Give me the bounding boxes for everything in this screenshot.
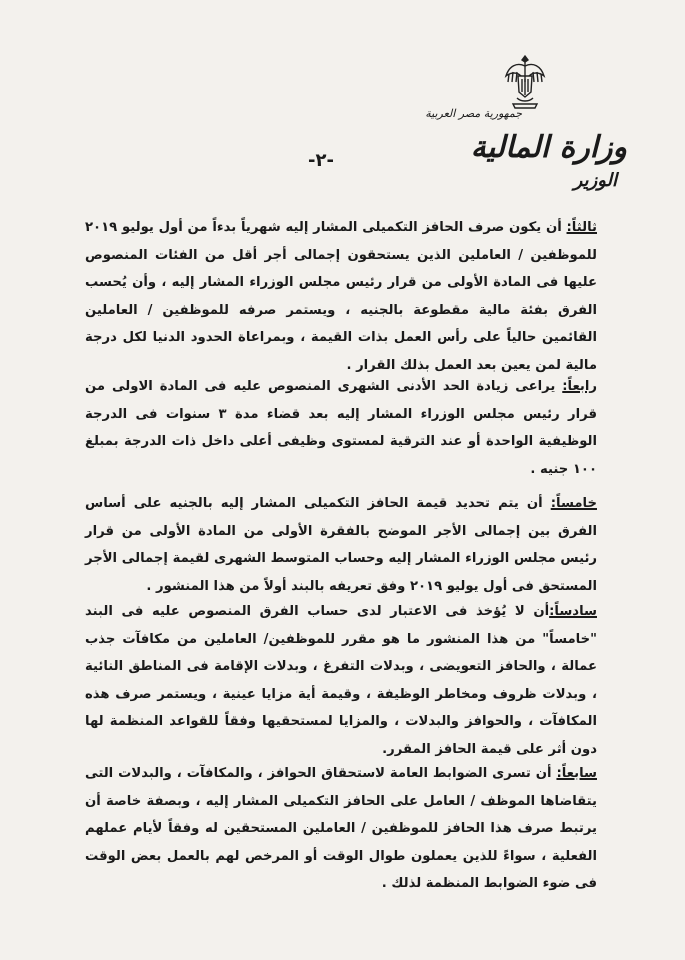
section-text: أن يكون صرف الحافز التكميلى المشار إليه شهرياً بدءاً من أول يوليو ٢٠١٩ للموظفين / العاملين الذين يستحقون إجمالى أجر أقل من الفئات المنصوص عليها فى المادة الأولى من قرار رئيس مجلس الوزراء المشار إليه ، وأن يُحسب الفرق بفئة مالية مقطوعة بالجنيه ، ويستمر صرفه للموظفين / العاملين القائمين حالياً على رأس العمل بذات القيمة ، وبمراعاة الحدود الدنيا لكل درجة مالية لمن يعين بعد العمل بذلك القرار .	[85, 220, 597, 373]
eagle-emblem-icon	[503, 52, 547, 114]
section-fifth	[85, 490, 597, 600]
section-text: يراعى زيادة الحد الأدنى الشهرى المنصوص عليه فى المادة الاولى من قرار رئيس مجلس الوزراء المشار إليه بعد قضاء مدة ٣ سنوات فى الدرجة الوظيفية الواحدة أو عند الترقية لمستوى وظيفى أعلى داخل ذات الدرجة بمبلغ ١٠٠ جنيه .	[85, 379, 597, 477]
section-third	[85, 214, 597, 379]
section-text: أن تسرى الضوابط العامة لاستحقاق الحوافز ، والمكافآت ، والبدلات التى يتقاضاها الموظف / العامل على الحافز التكميلى المشار إليه ، وبصفة خاصة أن يرتبط صرف هذا الحافز للموظفين / العاملين المستحقين له وفقاً لأيام عملهم الفعلية ، سواءً للذين يعملون طوال الوقت أو المرخص لهم بالعمل بعض الوقت فى ضوء الضوابط المنظمة لذلك .	[85, 766, 597, 891]
section-label: رابعاً:	[562, 379, 597, 394]
ministry-title: وزارة المالية	[470, 130, 627, 165]
page-number: -٢-	[308, 150, 334, 171]
section-label: خامساً:	[550, 496, 597, 511]
section-fourth	[85, 373, 597, 483]
section-label: سابعاً:	[556, 766, 597, 781]
republic-label: جمهورية مصر العربية	[425, 107, 522, 120]
letterhead	[425, 52, 627, 197]
section-text: أن لا يُؤخذ فى الاعتبار لدى حساب الفرق المنصوص عليه فى البند "خامساً" من هذا المنشور ما هو مقرر للموظفين/ العاملين من مكافآت جذب عمالة ، والحافز التعويضى ، وبدلات التفرغ ، وبدلات الإقامة فى المناطق النائية ، وبدلات ظروف ومخاطر الوظيفة ، وقيمة أية مزايا عينية ، ويستمر صرف هذه المكافآت ، والحوافز والبدلات ، والمزايا لمستحقيها وفقاً للقواعد المنظمة لها دون أثر على قيمة الحافز المقرر.	[85, 604, 597, 757]
minister-title: الوزير	[573, 170, 617, 191]
section-sixth	[85, 598, 597, 763]
section-seventh	[85, 760, 597, 898]
section-label: ثالثاً:	[566, 220, 597, 235]
section-label: سادساً:	[549, 604, 597, 619]
section-text: أن يتم تحديد قيمة الحافز التكميلى المشار إليه بالجنيه على أساس الفرق بين إجمالى الأجر الموضح بالفقرة الأولى من المادة الأولى من قرار رئيس مجلس الوزراء المشار إليه وحساب المتوسط الشهرى لقيمة إجمالى الأجر المستحق فى أول يوليو ٢٠١٩ وفق تعريفه بالبند أولاً من هذا المنشور .	[85, 496, 597, 594]
